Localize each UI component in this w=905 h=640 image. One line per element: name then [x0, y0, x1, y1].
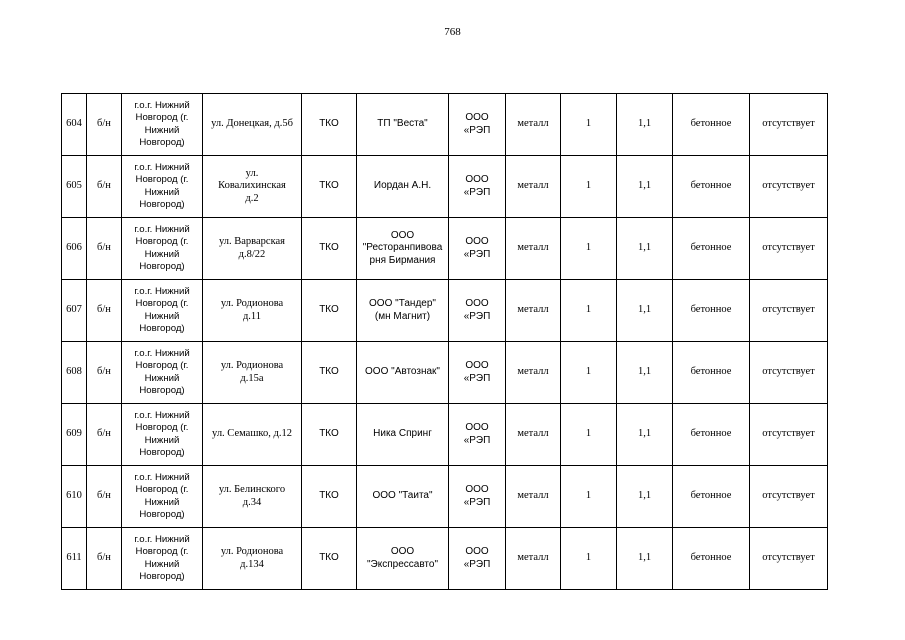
- cell-locality-line: Нижний: [144, 124, 180, 136]
- cell-operator: [449, 466, 506, 528]
- cell-container-material: металл: [506, 404, 561, 466]
- cell-locality: [122, 466, 203, 528]
- cell-locality: [122, 342, 203, 404]
- cell-address-line: Ковалихинская: [218, 180, 286, 192]
- cell-address: [203, 342, 302, 404]
- cell-container-material: металл: [506, 280, 561, 342]
- cell-container-volume: 1,1: [617, 404, 673, 466]
- cell-number: 607: [62, 280, 87, 342]
- cell-waste-source-line: "Ресторанпивова: [362, 242, 443, 254]
- cell-waste-type: ТКО: [302, 218, 357, 280]
- cell-operator-line: «РЭП: [463, 186, 491, 198]
- cell-waste-source: [357, 404, 449, 466]
- cell-surface: бетонное: [673, 404, 750, 466]
- cell-waste-type: ТКО: [302, 466, 357, 528]
- cell-locality-line: Новгород): [139, 571, 185, 582]
- cell-operator-line: ООО: [465, 422, 489, 433]
- cell-address-line: ул. Варварская: [218, 236, 285, 247]
- cell-surface: бетонное: [673, 466, 750, 528]
- cell-operator: [449, 528, 506, 590]
- cell-locality-line: Нижний: [144, 310, 180, 322]
- cell-locality-line: Нижний: [144, 434, 180, 446]
- table-row: [62, 94, 828, 156]
- cell-number: 608: [62, 342, 87, 404]
- cell-waste-type: ТКО: [302, 404, 357, 466]
- cell-locality-line: г.о.г. Нижний: [134, 533, 190, 545]
- cell-number: 610: [62, 466, 87, 528]
- cell-container-material: металл: [506, 156, 561, 218]
- cell-registry-mark: б/н: [87, 528, 122, 590]
- cell-fence: отсутствует: [750, 342, 828, 404]
- cell-number: 605: [62, 156, 87, 218]
- cell-locality: [122, 404, 203, 466]
- cell-registry-mark: б/н: [87, 280, 122, 342]
- cell-container-volume: 1,1: [617, 342, 673, 404]
- cell-waste-type: ТКО: [302, 94, 357, 156]
- cell-waste-source-line: "Экспрессавто": [367, 558, 438, 570]
- cell-locality-line: г.о.г. Нижний: [134, 161, 190, 173]
- cell-address-line: д.2: [245, 192, 259, 204]
- cell-container-material: металл: [506, 342, 561, 404]
- cell-waste-source-line: Ника Спринг: [373, 428, 432, 440]
- table-row: [62, 466, 828, 528]
- cell-container-count: 1: [561, 280, 617, 342]
- cell-operator-line: «РЭП: [463, 248, 491, 260]
- cell-fence: отсутствует: [750, 280, 828, 342]
- cell-waste-source: [357, 94, 449, 156]
- cell-locality-line: Новгород): [139, 261, 185, 272]
- cell-operator: [449, 94, 506, 156]
- cell-registry-mark: б/н: [87, 156, 122, 218]
- cell-waste-source: [357, 218, 449, 280]
- cell-locality: [122, 94, 203, 156]
- cell-waste-source: [357, 528, 449, 590]
- cell-container-count: 1: [561, 218, 617, 280]
- cell-surface: бетонное: [673, 156, 750, 218]
- cell-locality-line: Новгород): [139, 137, 185, 148]
- cell-container-volume: 1,1: [617, 218, 673, 280]
- cell-locality-line: г.о.г. Нижний: [134, 471, 190, 483]
- table-row: [62, 218, 828, 280]
- cell-waste-source: [357, 342, 449, 404]
- cell-operator: [449, 218, 506, 280]
- cell-operator-line: ООО: [465, 174, 489, 185]
- cell-address: [203, 404, 302, 466]
- cell-locality-line: г.о.г. Нижний: [134, 409, 190, 421]
- cell-locality: [122, 156, 203, 218]
- cell-address-line: ул.: [245, 167, 259, 179]
- cell-registry-mark: б/н: [87, 404, 122, 466]
- cell-container-volume: 1,1: [617, 94, 673, 156]
- cell-waste-source-line: ООО: [390, 229, 415, 241]
- cell-operator-line: «РЭП: [463, 310, 491, 322]
- cell-address: [203, 466, 302, 528]
- cell-address-line: д.8/22: [238, 248, 266, 260]
- cell-fence: отсутствует: [750, 218, 828, 280]
- cell-address-line: ул. Белинского: [218, 484, 286, 495]
- cell-locality-line: г.о.г. Нижний: [134, 285, 190, 297]
- cell-locality-line: Новгород (г.: [135, 422, 189, 433]
- cell-operator-line: ООО: [465, 484, 489, 495]
- cell-container-material: металл: [506, 94, 561, 156]
- cell-registry-mark: б/н: [87, 218, 122, 280]
- cell-address-line: ул. Донецкая, д.5б: [211, 118, 293, 130]
- cell-locality-line: г.о.г. Нижний: [134, 223, 190, 235]
- cell-locality-line: Новгород (г.: [135, 546, 189, 557]
- cell-waste-source-line: ООО "Автознак": [365, 366, 440, 378]
- cell-waste-source: [357, 156, 449, 218]
- cell-surface: бетонное: [673, 94, 750, 156]
- cell-address: [203, 94, 302, 156]
- cell-locality-line: Новгород): [139, 323, 185, 334]
- cell-operator-line: «РЭП: [463, 496, 491, 508]
- cell-address-line: д.134: [240, 558, 264, 570]
- cell-registry-mark: б/н: [87, 342, 122, 404]
- cell-address: [203, 156, 302, 218]
- table-row: [62, 342, 828, 404]
- cell-number: 604: [62, 94, 87, 156]
- cell-operator-line: «РЭП: [463, 558, 491, 570]
- cell-operator-line: ООО: [465, 298, 489, 309]
- table-row: [62, 528, 828, 590]
- cell-operator: [449, 280, 506, 342]
- cell-locality-line: Новгород): [139, 385, 185, 396]
- cell-registry-mark: б/н: [87, 466, 122, 528]
- cell-waste-source-line: ООО "Таита": [372, 490, 433, 502]
- page-number: 768: [444, 26, 461, 38]
- cell-container-count: 1: [561, 528, 617, 590]
- cell-container-count: 1: [561, 342, 617, 404]
- cell-address-line: д.34: [242, 496, 262, 508]
- cell-container-volume: 1,1: [617, 466, 673, 528]
- cell-fence: отсутствует: [750, 404, 828, 466]
- cell-operator-line: ООО: [465, 112, 489, 123]
- cell-locality-line: Нижний: [144, 558, 180, 570]
- cell-address-line: ул. Родионова: [220, 546, 284, 557]
- cell-address: [203, 218, 302, 280]
- cell-locality-line: Нижний: [144, 496, 180, 508]
- cell-operator-line: ООО: [465, 360, 489, 371]
- cell-container-count: 1: [561, 94, 617, 156]
- table-body: [62, 94, 828, 590]
- cell-operator: [449, 342, 506, 404]
- cell-waste-source: [357, 280, 449, 342]
- cell-waste-type: ТКО: [302, 280, 357, 342]
- cell-fence: отсутствует: [750, 528, 828, 590]
- cell-operator-line: «РЭП: [463, 372, 491, 384]
- cell-locality: [122, 218, 203, 280]
- cell-locality: [122, 280, 203, 342]
- cell-container-material: металл: [506, 528, 561, 590]
- cell-fence: отсутствует: [750, 94, 828, 156]
- cell-waste-source-line: ООО: [390, 546, 415, 557]
- cell-container-volume: 1,1: [617, 528, 673, 590]
- cell-waste-source-line: ООО "Тандер": [369, 298, 436, 309]
- cell-fence: отсутствует: [750, 156, 828, 218]
- cell-number: 611: [62, 528, 87, 590]
- cell-fence: отсутствует: [750, 466, 828, 528]
- cell-locality-line: Новгород): [139, 509, 185, 520]
- cell-surface: бетонное: [673, 342, 750, 404]
- cell-container-volume: 1,1: [617, 280, 673, 342]
- cell-container-count: 1: [561, 404, 617, 466]
- cell-operator-line: «РЭП: [463, 434, 491, 446]
- cell-waste-type: ТКО: [302, 342, 357, 404]
- cell-waste-source: [357, 466, 449, 528]
- table-row: [62, 280, 828, 342]
- cell-operator-line: ООО: [465, 236, 489, 247]
- cell-address-line: д.15а: [240, 372, 264, 384]
- cell-locality-line: Нижний: [144, 372, 180, 384]
- cell-locality-line: г.о.г. Нижний: [134, 99, 190, 111]
- cell-address-line: ул. Родионова: [220, 360, 284, 371]
- cell-locality-line: Новгород (г.: [135, 360, 189, 371]
- cell-surface: бетонное: [673, 218, 750, 280]
- cell-address-line: ул. Родионова: [220, 298, 284, 309]
- cell-address: [203, 528, 302, 590]
- cell-locality: [122, 528, 203, 590]
- cell-locality-line: Новгород): [139, 447, 185, 458]
- cell-address: [203, 280, 302, 342]
- cell-waste-type: ТКО: [302, 528, 357, 590]
- cell-locality-line: Новгород): [139, 199, 185, 210]
- cell-locality-line: Новгород (г.: [135, 112, 189, 123]
- cell-waste-type: ТКО: [302, 156, 357, 218]
- cell-waste-source-line: (мн Магнит): [374, 310, 431, 322]
- cell-waste-source-line: Иордан А.Н.: [373, 180, 432, 192]
- cell-container-material: металл: [506, 218, 561, 280]
- cell-operator: [449, 156, 506, 218]
- cell-locality-line: Новгород (г.: [135, 484, 189, 495]
- table-row: [62, 404, 828, 466]
- cell-operator-line: ООО: [465, 546, 489, 557]
- cell-address-line: д.11: [242, 310, 262, 322]
- cell-container-material: металл: [506, 466, 561, 528]
- cell-registry-mark: б/н: [87, 94, 122, 156]
- cell-container-volume: 1,1: [617, 156, 673, 218]
- cell-locality-line: Новгород (г.: [135, 298, 189, 309]
- cell-number: 606: [62, 218, 87, 280]
- waste-sites-table: [61, 93, 828, 590]
- cell-locality-line: Новгород (г.: [135, 174, 189, 185]
- cell-surface: бетонное: [673, 528, 750, 590]
- cell-locality-line: Новгород (г.: [135, 236, 189, 247]
- cell-operator: [449, 404, 506, 466]
- cell-waste-source-line: рня Бирмания: [369, 254, 436, 266]
- cell-waste-source-line: ТП "Веста": [377, 118, 428, 130]
- cell-surface: бетонное: [673, 280, 750, 342]
- table-row: [62, 156, 828, 218]
- cell-container-count: 1: [561, 466, 617, 528]
- cell-container-count: 1: [561, 156, 617, 218]
- cell-locality-line: Нижний: [144, 186, 180, 198]
- cell-locality-line: Нижний: [144, 248, 180, 260]
- cell-locality-line: г.о.г. Нижний: [134, 347, 190, 359]
- cell-address-line: ул. Семашко, д.12: [212, 428, 292, 440]
- cell-number: 609: [62, 404, 87, 466]
- cell-operator-line: «РЭП: [463, 124, 491, 136]
